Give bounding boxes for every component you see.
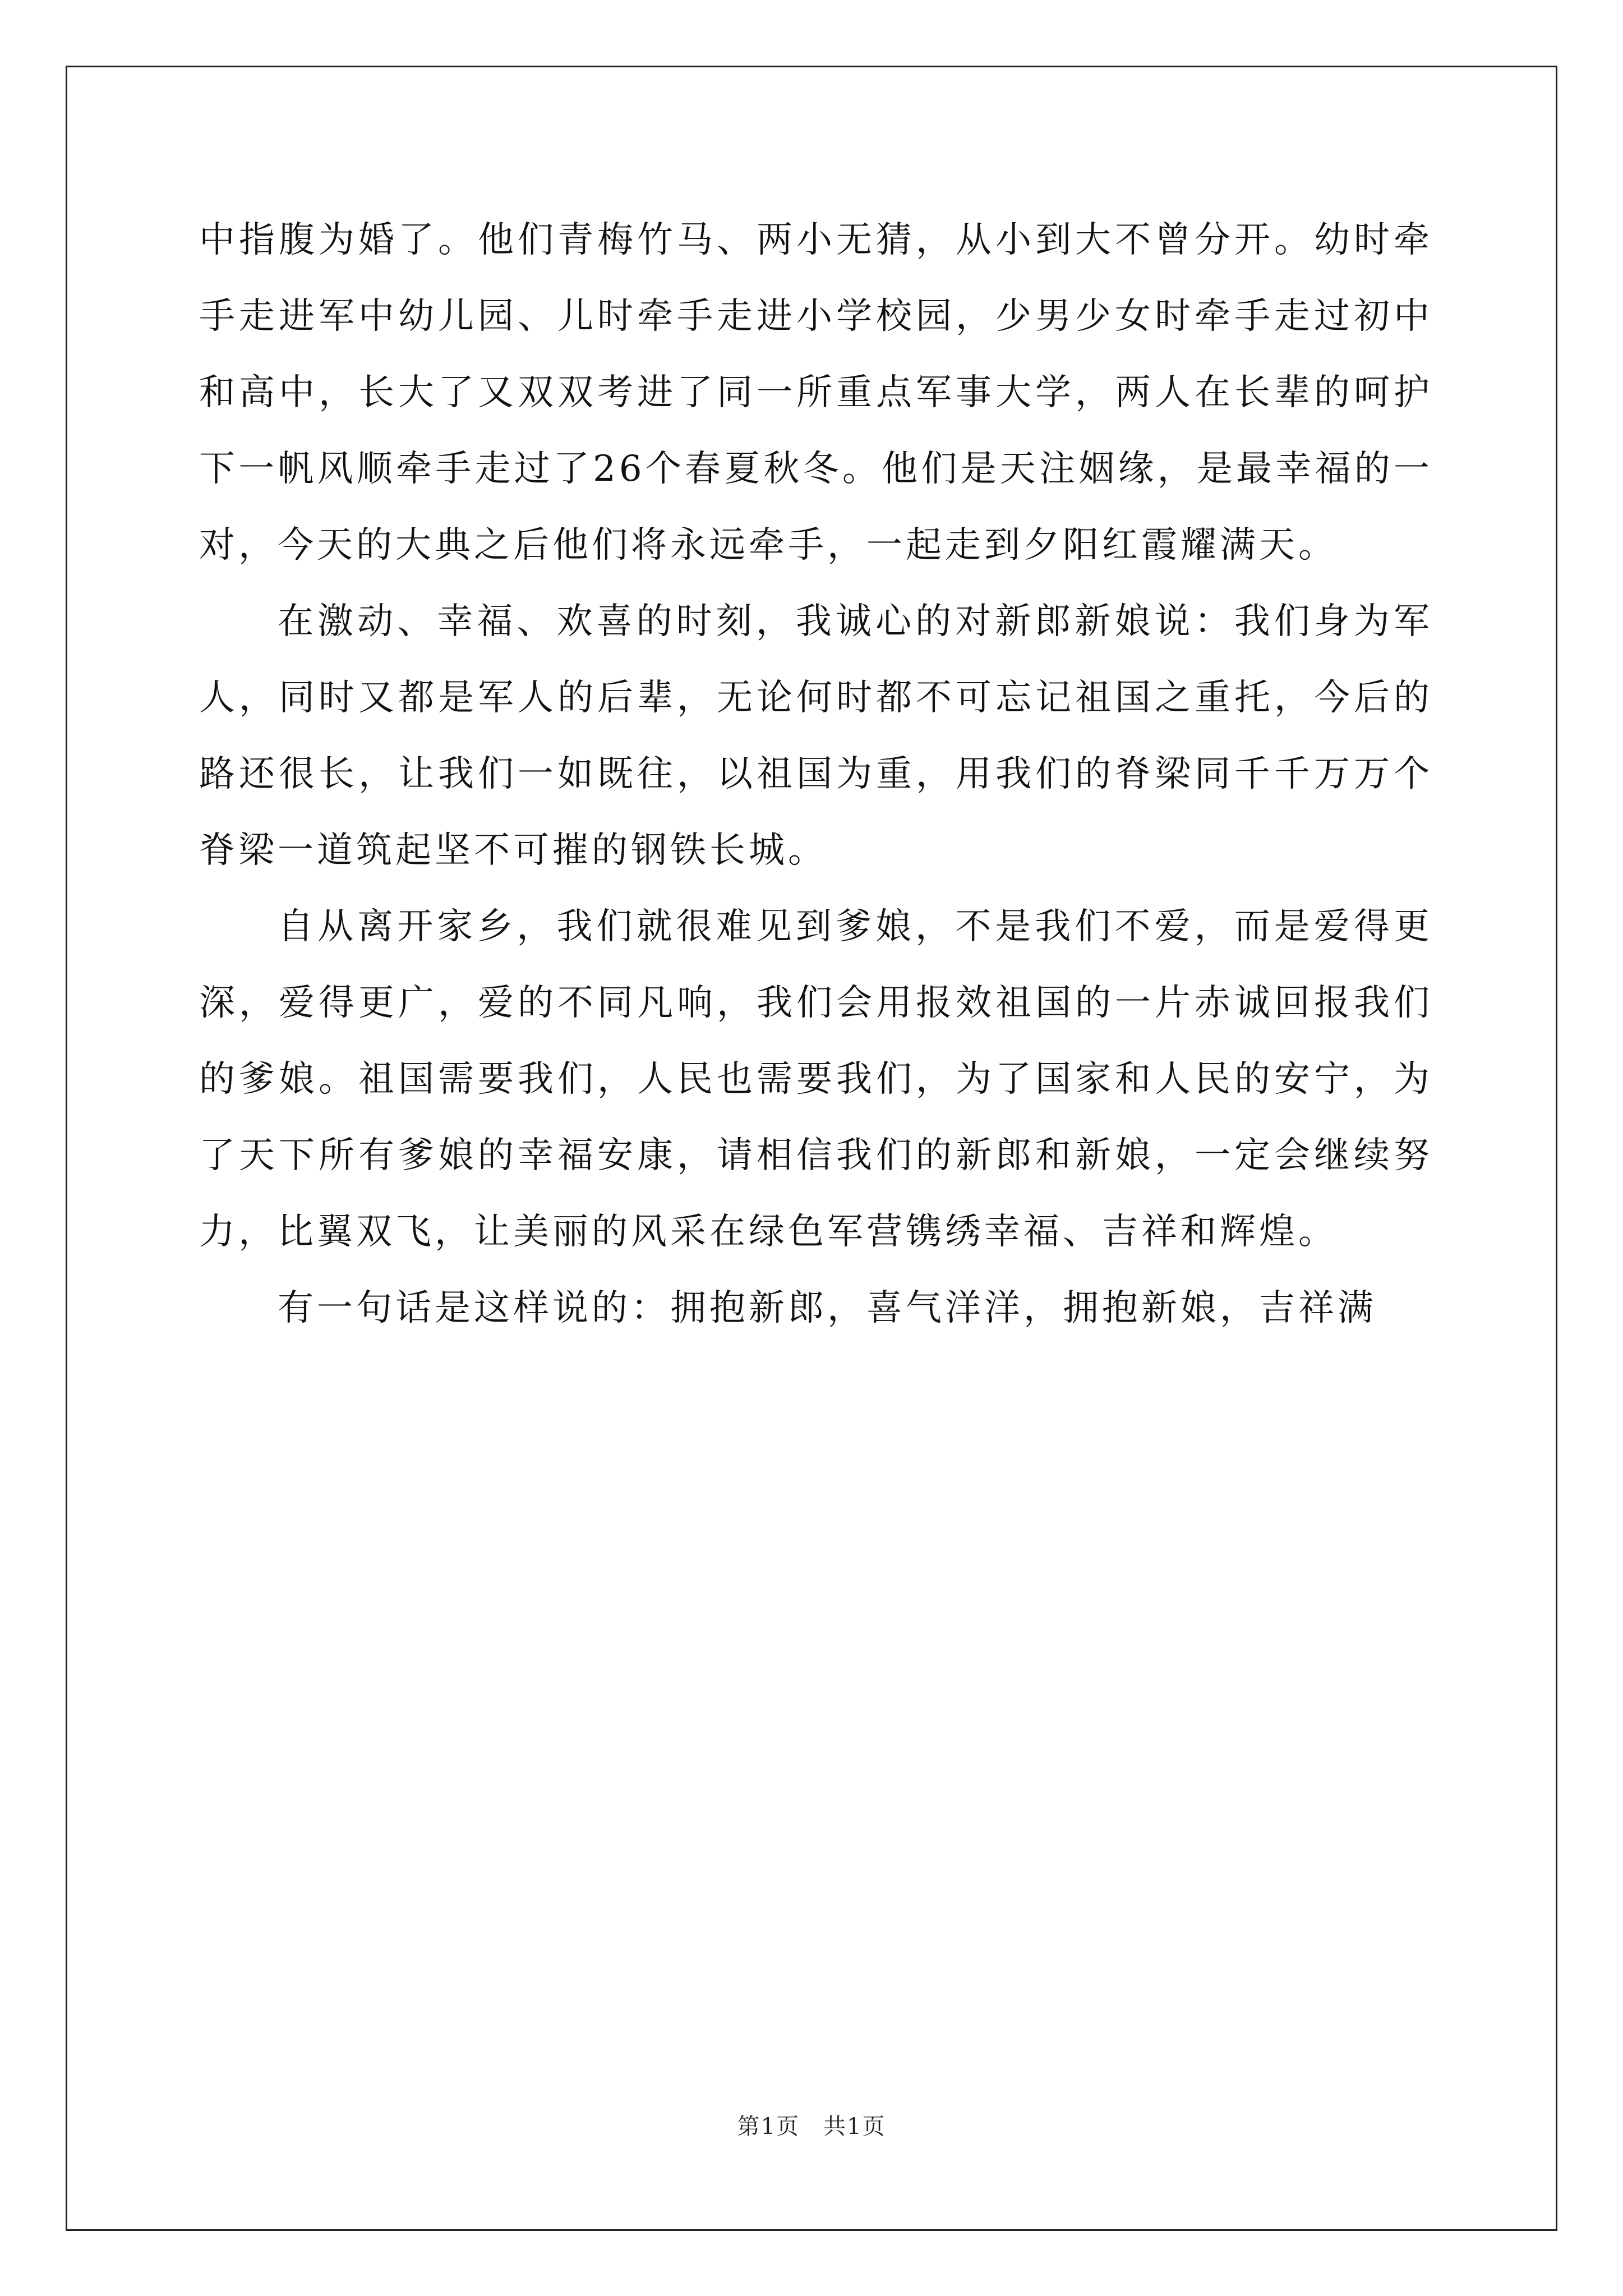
- paragraph-3: 自从离开家乡，我们就很难见到爹娘，不是我们不爱，而是爱得更深，爱得更广，爱的不同凡响，我们会用报效祖国的一片赤诚回报我们的爹娘。祖国需要我们，人民也需要我们，为了国家和人民的安宁，为了天下所有爹娘的幸福安康，请相信我们的新郎和新娘，一定会继续努力，比翼双飞，让美丽的风采在绿色军营镌绣幸福、吉祥和辉煌。: [199, 906, 1433, 1253]
- page-number: 第1页 共1页: [737, 2114, 886, 2139]
- document-body: [199, 202, 1433, 1346]
- paragraph-2: 在激动、幸福、欢喜的时刻，我诚心的对新郎新娘说：我们身为军人，同时又都是军人的后辈，无论何时都不可忘记祖国之重托，今后的路还很长，让我们一如既往，以祖国为重，用我们的脊梁同千千万万个脊梁一道筑起坚不可摧的钢铁长城。: [199, 601, 1433, 871]
- paragraph-1: 中指腹为婚了。他们青梅竹马、两小无猜，从小到大不曾分开。幼时牵手走进军中幼儿园、儿时牵手走进小学校园，少男少女时牵手走过初中和高中，长大了又双双考进了同一所重点军事大学，两人在长辈的呵护下一帆风顺牵手走过了26个春夏秋冬。他们是天注姻缘，是最幸福的一对，今天的大典之后他们将永远牵手，一起走到夕阳红霞耀满天。: [199, 219, 1433, 566]
- paragraph-4: 有一句话是这样说的：拥抱新郎，喜气洋洋，拥抱新娘，吉祥满: [278, 1287, 1377, 1329]
